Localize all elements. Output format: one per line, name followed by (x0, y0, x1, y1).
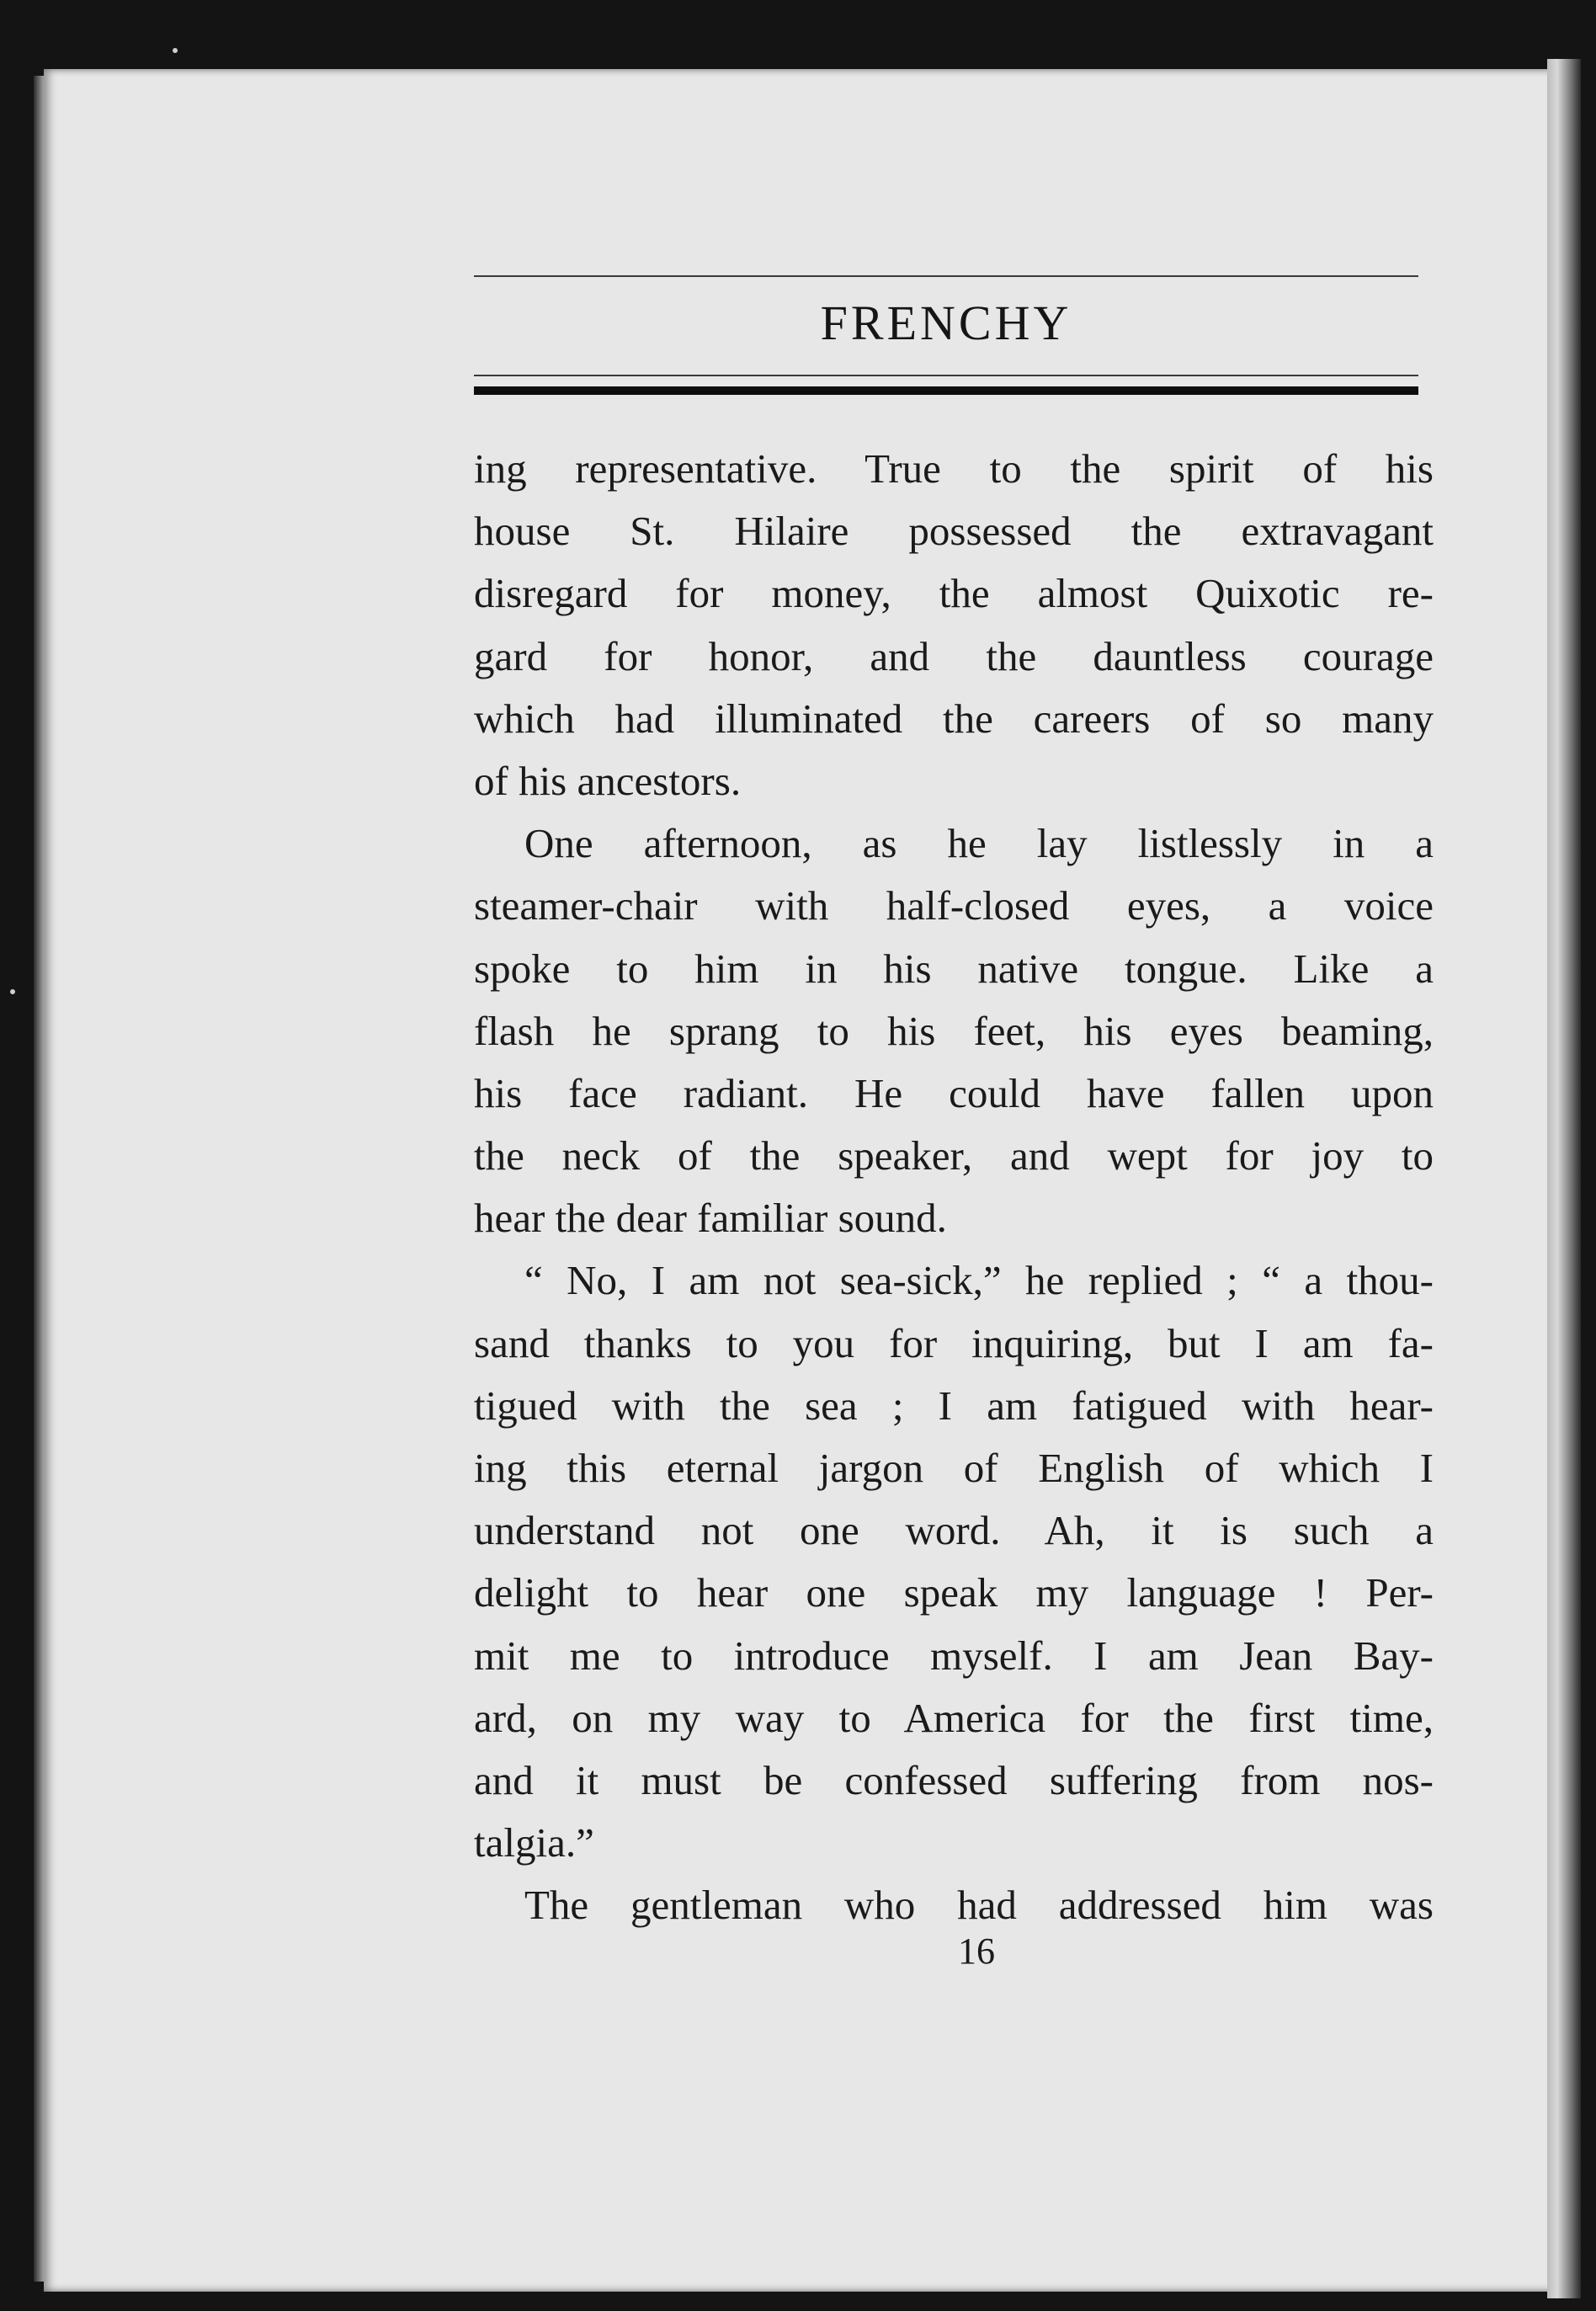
text-line: tigued with the sea ; I am fatigued with hear- (474, 1382, 1434, 1429)
text-line: of his ancestors. (474, 757, 742, 804)
text-line: spoke to him in his native tongue. Like a (474, 945, 1434, 992)
text-line: ard, on my way to America for the first time, (474, 1694, 1434, 1741)
text-line: house St. Hilaire possessed the extravagant (474, 508, 1434, 555)
header-rule-top (474, 275, 1418, 277)
text-line: understand not one word. Ah, it is such a (474, 1507, 1434, 1554)
running-head: FRENCHY (820, 296, 1072, 350)
text-line: talgia.” (474, 1819, 594, 1866)
dust-speck (10, 989, 15, 994)
text-line: steamer-chair with half-closed eyes, a voice (474, 882, 1434, 929)
text-line: and it must be confessed suffering from nos- (474, 1756, 1434, 1803)
text-line: The gentleman who had addressed him was (524, 1882, 1434, 1929)
text-line: “ No, I am not sea-sick,” he replied ; “ a thou- (524, 1257, 1434, 1304)
text-line: disregard for money, the almost Quixotic re- (474, 570, 1434, 617)
header-rule-thin (474, 375, 1418, 376)
text-line: ing representative. True to the spirit of his (474, 445, 1434, 492)
text-line: sand thanks to you for inquiring, but I am fa- (474, 1319, 1434, 1366)
text-line: flash he sprang to his feet, his eyes beaming, (474, 1007, 1434, 1054)
header-rule-thick (474, 386, 1418, 395)
text-line: ing this eternal jargon of English of which I (474, 1445, 1434, 1491)
text-line: gard for honor, and the dauntless courage (474, 632, 1434, 679)
text-line: delight to hear one speak my language ! Per- (474, 1569, 1434, 1616)
book-fore-edge (1547, 59, 1581, 2298)
text-line: the neck of the speaker, and wept for joy to (474, 1132, 1434, 1179)
page-number: 16 (958, 1930, 995, 1972)
text-line: mit me to introduce myself. I am Jean Bay- (474, 1632, 1434, 1679)
text-line: his face radiant. He could have fallen upon (474, 1069, 1434, 1116)
text-line: which had illuminated the careers of so many (474, 695, 1434, 742)
text-line: hear the dear familiar sound. (474, 1195, 947, 1242)
body-text (474, 438, 1434, 1937)
text-line: One afternoon, as he lay listlessly in a (524, 820, 1434, 867)
dust-speck (173, 48, 178, 53)
